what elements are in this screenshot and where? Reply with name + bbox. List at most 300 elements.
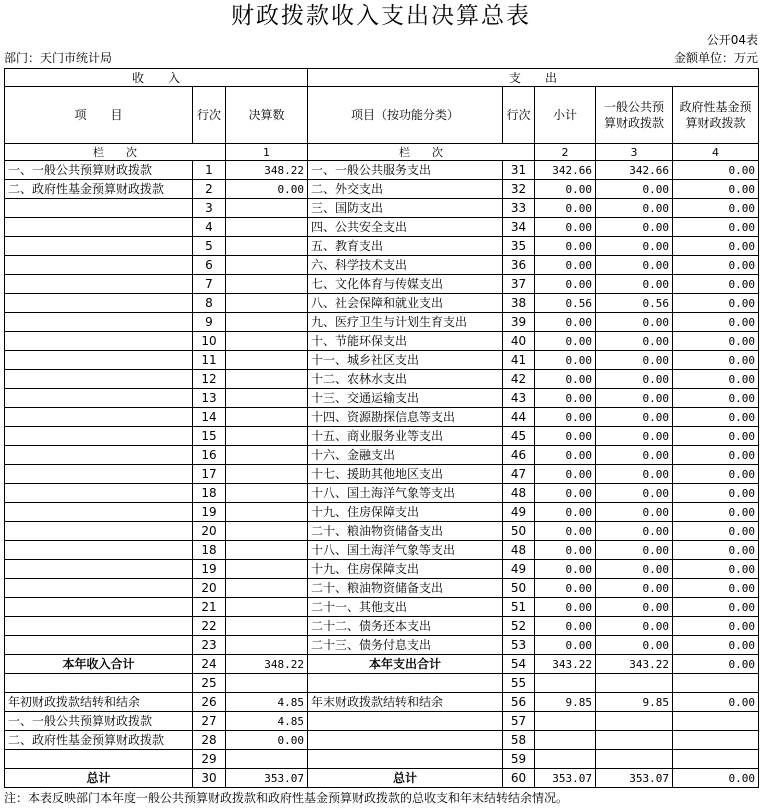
- income-amount: [226, 370, 308, 389]
- expense-item: 十、节能环保支出: [308, 332, 503, 351]
- income-amount: [226, 484, 308, 503]
- expense-subtotal: 0.00: [535, 408, 596, 427]
- income-item: 本年收入合计: [5, 655, 193, 674]
- expense-general-budget: 0.56: [596, 294, 673, 313]
- expense-fund-budget: 0.00: [673, 313, 759, 332]
- expense-line-no: 58: [503, 731, 535, 750]
- expense-fund-budget: 0.00: [673, 180, 759, 199]
- expense-general-budget: [596, 674, 673, 693]
- table-row: [5, 484, 759, 503]
- table-row: [5, 237, 759, 256]
- col-index-3: 3: [596, 144, 673, 161]
- income-line-no: 4: [193, 218, 226, 237]
- expense-subtotal: 0.00: [535, 617, 596, 636]
- income-amount: 353.07: [226, 769, 308, 788]
- income-item: [5, 218, 193, 237]
- expense-item: 十一、城乡社区支出: [308, 351, 503, 370]
- expense-fund-budget: 0.00: [673, 427, 759, 446]
- table-row: [5, 294, 759, 313]
- expense-subtotal: 0.00: [535, 598, 596, 617]
- table-row: [5, 332, 759, 351]
- header-subtotal: 小计: [535, 87, 596, 144]
- col-index-2: 2: [535, 144, 596, 161]
- income-amount: 0.00: [226, 731, 308, 750]
- expense-general-budget: 0.00: [596, 484, 673, 503]
- table-row: [5, 389, 759, 408]
- expense-line-no: 43: [503, 389, 535, 408]
- expense-fund-budget: 0.00: [673, 332, 759, 351]
- expense-fund-budget: 0.00: [673, 484, 759, 503]
- expense-subtotal: 0.00: [535, 522, 596, 541]
- expense-subtotal: 0.00: [535, 275, 596, 294]
- budget-table: [4, 68, 759, 788]
- expense-fund-budget: 0.00: [673, 161, 759, 180]
- expense-item: 一、一般公共服务支出: [308, 161, 503, 180]
- expense-subtotal: 0.00: [535, 313, 596, 332]
- header-fund-budget: 政府性基金预算财政拨款: [673, 87, 759, 144]
- expense-subtotal: [535, 731, 596, 750]
- expense-item: 十八、国土海洋气象等支出: [308, 541, 503, 560]
- expense-line-no: 56: [503, 693, 535, 712]
- expense-general-budget: 0.00: [596, 503, 673, 522]
- income-amount: 348.22: [226, 655, 308, 674]
- expense-line-no: 41: [503, 351, 535, 370]
- expense-subtotal: 342.66: [535, 161, 596, 180]
- table-row: [5, 465, 759, 484]
- expense-line-no: 60: [503, 769, 535, 788]
- expense-subtotal: 0.00: [535, 370, 596, 389]
- income-item: [5, 389, 193, 408]
- expense-fund-budget: 0.00: [673, 522, 759, 541]
- right-column-label: 栏 次: [308, 144, 535, 161]
- header-item: 项 目: [5, 87, 193, 144]
- table-row: [5, 712, 759, 731]
- expense-item: 十二、农林水支出: [308, 370, 503, 389]
- expense-subtotal: 0.00: [535, 199, 596, 218]
- income-line-no: 19: [193, 560, 226, 579]
- expense-subtotal: 0.00: [535, 180, 596, 199]
- income-line-no: 30: [193, 769, 226, 788]
- income-amount: [226, 465, 308, 484]
- expense-general-budget: 0.00: [596, 541, 673, 560]
- table-row: [5, 731, 759, 750]
- expense-line-no: 48: [503, 541, 535, 560]
- income-line-no: 18: [193, 541, 226, 560]
- income-line-no: 2: [193, 180, 226, 199]
- income-item: [5, 503, 193, 522]
- expense-general-budget: 0.00: [596, 560, 673, 579]
- expense-fund-budget: 0.00: [673, 636, 759, 655]
- expense-fund-budget: 0.00: [673, 408, 759, 427]
- income-amount: [226, 541, 308, 560]
- expense-fund-budget: 0.00: [673, 617, 759, 636]
- expense-general-budget: 353.07: [596, 769, 673, 788]
- income-line-no: 6: [193, 256, 226, 275]
- income-item: [5, 560, 193, 579]
- expense-item: 十九、住房保障支出: [308, 503, 503, 522]
- income-item: 一、一般公共预算财政拨款: [5, 161, 193, 180]
- expense-line-no: 50: [503, 579, 535, 598]
- expense-fund-budget: 0.00: [673, 598, 759, 617]
- income-item: [5, 370, 193, 389]
- income-line-no: 5: [193, 237, 226, 256]
- income-item: [5, 522, 193, 541]
- expense-item: [308, 731, 503, 750]
- income-line-no: 8: [193, 294, 226, 313]
- income-line-no: 9: [193, 313, 226, 332]
- expense-general-budget: 0.00: [596, 275, 673, 294]
- expense-fund-budget: [673, 712, 759, 731]
- expense-line-no: 47: [503, 465, 535, 484]
- expense-line-no: 36: [503, 256, 535, 275]
- table-row: [5, 408, 759, 427]
- income-item: [5, 199, 193, 218]
- expense-subtotal: 353.07: [535, 769, 596, 788]
- income-line-no: 22: [193, 617, 226, 636]
- expense-fund-budget: 0.00: [673, 294, 759, 313]
- unit-label: 金额单位：万元: [673, 51, 758, 65]
- income-line-no: 20: [193, 522, 226, 541]
- expense-general-budget: 342.66: [596, 161, 673, 180]
- expense-subtotal: 0.56: [535, 294, 596, 313]
- income-line-no: 1: [193, 161, 226, 180]
- income-line-no: 11: [193, 351, 226, 370]
- col-index-4: 4: [673, 144, 759, 161]
- expense-subtotal: 9.85: [535, 693, 596, 712]
- income-line-no: 15: [193, 427, 226, 446]
- expense-item: 十九、住房保障支出: [308, 560, 503, 579]
- income-item: [5, 541, 193, 560]
- expense-item: 十八、国土海洋气象等支出: [308, 484, 503, 503]
- income-amount: 348.22: [226, 161, 308, 180]
- expense-line-no: 49: [503, 560, 535, 579]
- income-amount: [226, 256, 308, 275]
- table-row: [5, 313, 759, 332]
- expense-subtotal: 0.00: [535, 389, 596, 408]
- table-row: [5, 218, 759, 237]
- expense-item: 十五、商业服务业等支出: [308, 427, 503, 446]
- expense-subtotal: 343.22: [535, 655, 596, 674]
- header-line-no-2: 行次: [503, 87, 535, 144]
- income-line-no: 28: [193, 731, 226, 750]
- income-amount: [226, 446, 308, 465]
- income-line-no: 29: [193, 750, 226, 769]
- expense-subtotal: 0.00: [535, 351, 596, 370]
- expense-subtotal: 0.00: [535, 256, 596, 275]
- income-item: [5, 332, 193, 351]
- income-line-no: 12: [193, 370, 226, 389]
- expense-item: [308, 674, 503, 693]
- income-amount: [226, 389, 308, 408]
- income-amount: [226, 351, 308, 370]
- footnote: 注：本表反映部门本年度一般公共预算财政拨款和政府性基金预算财政拨款的总收支和年末结转结余情况。: [4, 791, 569, 805]
- header-item-function: 项目（按功能分类）: [308, 87, 503, 144]
- income-line-no: 24: [193, 655, 226, 674]
- income-item: [5, 484, 193, 503]
- expense-line-no: 46: [503, 446, 535, 465]
- expense-fund-budget: 0.00: [673, 351, 759, 370]
- table-row: [5, 560, 759, 579]
- expense-item: 五、教育支出: [308, 237, 503, 256]
- income-item: [5, 636, 193, 655]
- expense-item: 二十、粮油物资储备支出: [308, 522, 503, 541]
- expense-general-budget: 9.85: [596, 693, 673, 712]
- income-line-no: 26: [193, 693, 226, 712]
- income-item: [5, 408, 193, 427]
- expense-item: 本年支出合计: [308, 655, 503, 674]
- expense-fund-budget: 0.00: [673, 237, 759, 256]
- expense-line-no: 54: [503, 655, 535, 674]
- table-row: [5, 351, 759, 370]
- income-section-header: 收 入: [5, 69, 308, 87]
- expense-general-budget: 0.00: [596, 218, 673, 237]
- income-amount: [226, 503, 308, 522]
- expense-general-budget: [596, 750, 673, 769]
- table-row: [5, 161, 759, 180]
- income-amount: [226, 332, 308, 351]
- income-amount: 4.85: [226, 693, 308, 712]
- expense-item: 四、公共安全支出: [308, 218, 503, 237]
- income-line-no: 16: [193, 446, 226, 465]
- expense-line-no: 59: [503, 750, 535, 769]
- income-item: [5, 617, 193, 636]
- income-amount: [226, 750, 308, 769]
- expense-subtotal: 0.00: [535, 446, 596, 465]
- income-amount: [226, 218, 308, 237]
- income-item: [5, 579, 193, 598]
- table-row: [5, 256, 759, 275]
- income-line-no: 18: [193, 484, 226, 503]
- expense-line-no: 49: [503, 503, 535, 522]
- income-amount: [226, 408, 308, 427]
- expense-subtotal: 0.00: [535, 484, 596, 503]
- section-header-row: [5, 69, 759, 87]
- income-amount: 4.85: [226, 712, 308, 731]
- expense-item: 八、社会保障和就业支出: [308, 294, 503, 313]
- income-amount: [226, 617, 308, 636]
- income-amount: [226, 598, 308, 617]
- expense-fund-budget: 0.00: [673, 446, 759, 465]
- expense-line-no: 53: [503, 636, 535, 655]
- expense-fund-budget: 0.00: [673, 389, 759, 408]
- expense-item: 二十三、债务付息支出: [308, 636, 503, 655]
- expense-general-budget: 0.00: [596, 370, 673, 389]
- expense-general-budget: 0.00: [596, 465, 673, 484]
- table-row: [5, 750, 759, 769]
- expense-general-budget: 0.00: [596, 617, 673, 636]
- expense-line-no: 48: [503, 484, 535, 503]
- expense-general-budget: 0.00: [596, 199, 673, 218]
- header-line-no: 行次: [193, 87, 226, 144]
- table-row: [5, 674, 759, 693]
- income-line-no: 10: [193, 332, 226, 351]
- income-amount: [226, 560, 308, 579]
- income-item: [5, 275, 193, 294]
- expense-general-budget: 343.22: [596, 655, 673, 674]
- expense-general-budget: 0.00: [596, 579, 673, 598]
- income-amount: [226, 313, 308, 332]
- expense-fund-budget: 0.00: [673, 655, 759, 674]
- expense-line-no: 55: [503, 674, 535, 693]
- expense-general-budget: 0.00: [596, 256, 673, 275]
- income-item: [5, 294, 193, 313]
- expense-subtotal: 0.00: [535, 560, 596, 579]
- column-header-row: [5, 87, 759, 144]
- expense-subtotal: 0.00: [535, 465, 596, 484]
- income-amount: [226, 294, 308, 313]
- expense-fund-budget: 0.00: [673, 370, 759, 389]
- expense-line-no: 45: [503, 427, 535, 446]
- expense-general-budget: 0.00: [596, 598, 673, 617]
- table-row: [5, 427, 759, 446]
- header-general-budget: 一般公共预算财政拨款: [596, 87, 673, 144]
- income-item: [5, 351, 193, 370]
- income-amount: 0.00: [226, 180, 308, 199]
- income-line-no: 14: [193, 408, 226, 427]
- income-line-no: 13: [193, 389, 226, 408]
- expense-line-no: 52: [503, 617, 535, 636]
- expense-general-budget: 0.00: [596, 636, 673, 655]
- expense-fund-budget: 0.00: [673, 465, 759, 484]
- expense-subtotal: 0.00: [535, 636, 596, 655]
- expense-subtotal: [535, 674, 596, 693]
- income-amount: [226, 199, 308, 218]
- income-line-no: 21: [193, 598, 226, 617]
- expense-fund-budget: 0.00: [673, 256, 759, 275]
- income-item: 年初财政拨款结转和结余: [5, 693, 193, 712]
- income-line-no: 20: [193, 579, 226, 598]
- expense-line-no: 50: [503, 522, 535, 541]
- expense-item: 二、外交支出: [308, 180, 503, 199]
- income-item: [5, 674, 193, 693]
- year-total-row: [5, 655, 759, 674]
- income-item: [5, 465, 193, 484]
- expense-item: 十三、交通运输支出: [308, 389, 503, 408]
- income-amount: [226, 237, 308, 256]
- income-amount: [226, 275, 308, 294]
- table-row: [5, 617, 759, 636]
- expense-fund-budget: 0.00: [673, 275, 759, 294]
- income-item: [5, 446, 193, 465]
- expense-fund-budget: 0.00: [673, 218, 759, 237]
- expense-line-no: 35: [503, 237, 535, 256]
- expense-line-no: 37: [503, 275, 535, 294]
- expense-fund-budget: 0.00: [673, 199, 759, 218]
- expense-line-no: 44: [503, 408, 535, 427]
- income-amount: [226, 636, 308, 655]
- table-row: [5, 370, 759, 389]
- income-item: [5, 256, 193, 275]
- expense-line-no: 32: [503, 180, 535, 199]
- expense-general-budget: 0.00: [596, 408, 673, 427]
- expense-subtotal: 0.00: [535, 427, 596, 446]
- col-index-1: 1: [226, 144, 308, 161]
- expense-item: 十七、援助其他地区支出: [308, 465, 503, 484]
- expense-fund-budget: [673, 674, 759, 693]
- income-amount: [226, 522, 308, 541]
- table-row: [5, 446, 759, 465]
- table-row: [5, 636, 759, 655]
- expense-fund-budget: [673, 731, 759, 750]
- expense-general-budget: 0.00: [596, 427, 673, 446]
- income-item: 一、一般公共预算财政拨款: [5, 712, 193, 731]
- grand-total-row: [5, 769, 759, 788]
- expense-line-no: 34: [503, 218, 535, 237]
- expense-fund-budget: 0.00: [673, 579, 759, 598]
- expense-line-no: 42: [503, 370, 535, 389]
- expense-section-header: 支 出: [308, 69, 759, 87]
- income-line-no: 17: [193, 465, 226, 484]
- expense-item: 总计: [308, 769, 503, 788]
- expense-subtotal: [535, 712, 596, 731]
- expense-fund-budget: 0.00: [673, 769, 759, 788]
- expense-item: 六、科学技术支出: [308, 256, 503, 275]
- expense-item: 二十、粮油物资储备支出: [308, 579, 503, 598]
- left-column-label: 栏 次: [5, 144, 226, 161]
- department-label: 部门：天门市统计局: [4, 51, 113, 65]
- income-item: [5, 598, 193, 617]
- expense-line-no: 38: [503, 294, 535, 313]
- expense-line-no: 57: [503, 712, 535, 731]
- expense-general-budget: 0.00: [596, 237, 673, 256]
- column-index-row: [5, 144, 759, 161]
- expense-fund-budget: 0.00: [673, 503, 759, 522]
- income-line-no: 7: [193, 275, 226, 294]
- form-number: 公开04表: [706, 33, 758, 47]
- income-item: [5, 237, 193, 256]
- page-title: 财政拨款收入支出决算总表: [231, 3, 531, 29]
- table-row: [5, 180, 759, 199]
- expense-general-budget: 0.00: [596, 351, 673, 370]
- expense-item: 二十二、债务还本支出: [308, 617, 503, 636]
- income-item: [5, 427, 193, 446]
- expense-subtotal: 0.00: [535, 218, 596, 237]
- expense-general-budget: 0.00: [596, 446, 673, 465]
- expense-general-budget: 0.00: [596, 522, 673, 541]
- expense-fund-budget: 0.00: [673, 541, 759, 560]
- expense-general-budget: [596, 731, 673, 750]
- expense-fund-budget: [673, 750, 759, 769]
- expense-line-no: 51: [503, 598, 535, 617]
- income-line-no: 19: [193, 503, 226, 522]
- expense-line-no: 39: [503, 313, 535, 332]
- expense-general-budget: 0.00: [596, 389, 673, 408]
- income-line-no: 23: [193, 636, 226, 655]
- expense-item: 三、国防支出: [308, 199, 503, 218]
- expense-fund-budget: 0.00: [673, 693, 759, 712]
- table-row: [5, 541, 759, 560]
- expense-item: 年末财政拨款结转和结余: [308, 693, 503, 712]
- expense-line-no: 31: [503, 161, 535, 180]
- expense-fund-budget: 0.00: [673, 560, 759, 579]
- expense-subtotal: [535, 750, 596, 769]
- header-final-amount: 决算数: [226, 87, 308, 144]
- expense-item: 七、文化体育与传媒支出: [308, 275, 503, 294]
- expense-general-budget: [596, 712, 673, 731]
- table-row: [5, 275, 759, 294]
- expense-item: [308, 750, 503, 769]
- income-line-no: 3: [193, 199, 226, 218]
- income-amount: [226, 579, 308, 598]
- income-item: 总计: [5, 769, 193, 788]
- expense-general-budget: 0.00: [596, 332, 673, 351]
- expense-item: [308, 712, 503, 731]
- expense-subtotal: 0.00: [535, 503, 596, 522]
- expense-item: 九、医疗卫生与计划生育支出: [308, 313, 503, 332]
- expense-subtotal: 0.00: [535, 237, 596, 256]
- income-line-no: 27: [193, 712, 226, 731]
- expense-general-budget: 0.00: [596, 313, 673, 332]
